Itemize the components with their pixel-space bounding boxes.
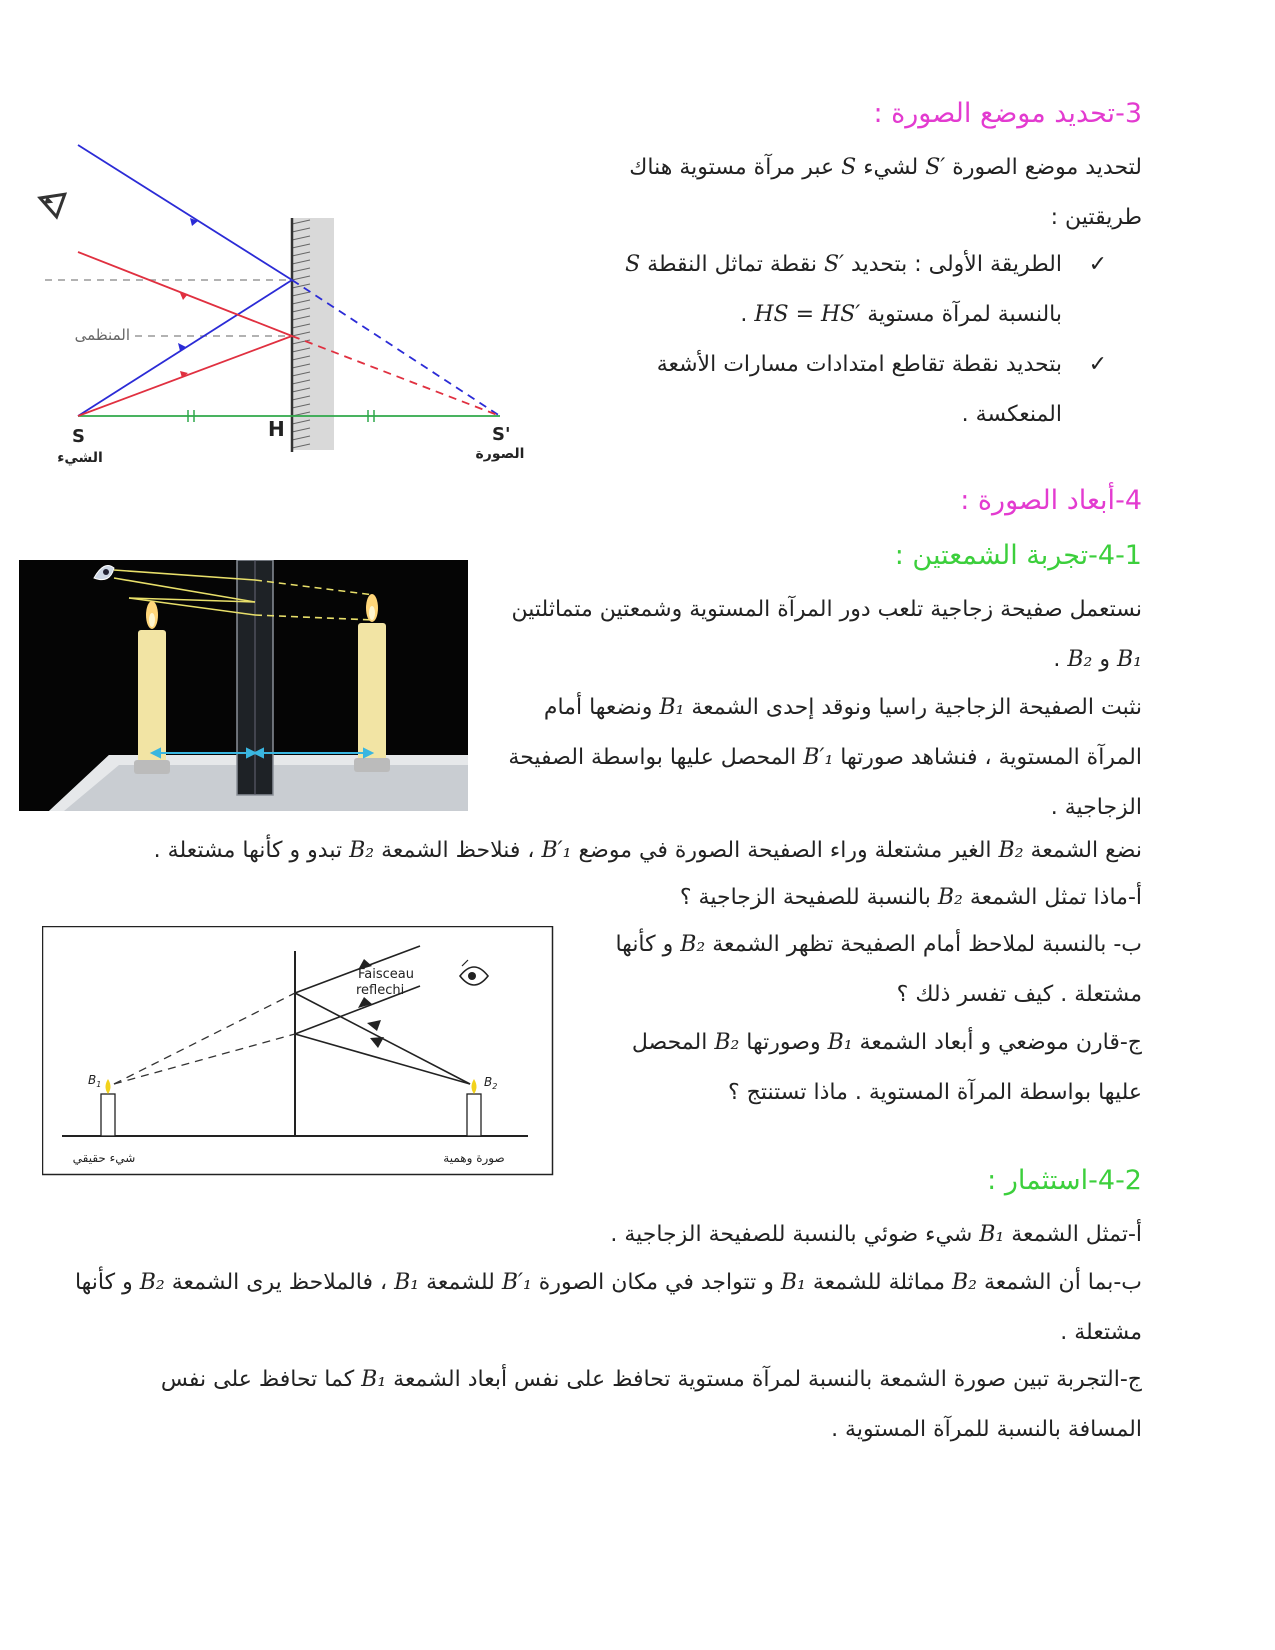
blue-reflected-ray <box>78 145 292 280</box>
math-b2: B₂ <box>714 1030 740 1055</box>
text-run: بتحديد نقطة تقاطع امتدادات مسارات الأشعة المنعكسة . <box>656 352 1062 427</box>
answer-c <box>142 1355 1142 1455</box>
math-equation: HS = HS′ <box>754 302 861 327</box>
math-b2: B₂ <box>680 932 706 957</box>
text-run: . <box>740 302 755 327</box>
math-b1prime: B′₁ <box>541 838 572 863</box>
math-b2: B₂ <box>951 1270 977 1295</box>
section4-2-title: 4-2-استثمار : <box>987 1165 1142 1196</box>
math-b1prime: B′₁ <box>803 745 834 770</box>
text-run: للشمعة <box>419 1270 502 1295</box>
question-b <box>597 920 1142 1020</box>
candles-experiment-photo <box>19 560 468 811</box>
real-object-label: شيء حقيقي <box>72 1151 136 1165</box>
math-s: S <box>625 252 641 277</box>
answer-a <box>82 1210 1142 1260</box>
text-run: الطريقة الأولى : بتحديد <box>844 252 1062 277</box>
text-run: و كأنها مشتعلة . كيف تفسر ذلك ؟ <box>615 932 1142 1007</box>
section4-title: 4-أبعاد الصورة : <box>960 485 1142 516</box>
b2-label: $B_2$ <box>484 1075 498 1091</box>
mirror-ray-diagram <box>10 140 570 490</box>
text-run: تبدو و كأنها مشتعلة . <box>153 838 350 863</box>
text-run: أ-تمثل الشمعة <box>1004 1222 1142 1247</box>
b1-label: $B_1$ <box>88 1073 102 1089</box>
math-b2: B₂ <box>1067 647 1093 672</box>
experiment-p2 <box>492 683 1142 833</box>
point-h-label: H <box>268 417 285 441</box>
math-b1: B₁ <box>780 1270 806 1295</box>
math-b1: B₁ <box>1117 647 1142 672</box>
text-run: بالنسبة لمرآة مستوية <box>860 302 1062 327</box>
answer-b <box>67 1258 1142 1358</box>
text-run: و كأنها مشتعلة . <box>74 1270 1142 1345</box>
math-b2: B₂ <box>139 1270 165 1295</box>
reflechi-label: reflechi <box>356 983 405 998</box>
candle-b1-body <box>101 1094 115 1136</box>
method1-item <box>602 240 1107 340</box>
math-b2: B₂ <box>937 885 963 910</box>
math-b1: B₁ <box>659 695 685 720</box>
faisceau-label: Faisceau <box>358 967 414 982</box>
text-run: لشيء <box>856 155 926 180</box>
experiment-p3 <box>122 826 1142 876</box>
virtual-image-label: صورة وهمية <box>443 1151 505 1165</box>
question-c <box>597 1018 1142 1118</box>
math-b1: B₁ <box>394 1270 420 1295</box>
text-run: نثبت الصفيحة الزجاجية راسيا ونوقد إحدى الشمعة <box>684 695 1142 720</box>
math-sprime: S′ <box>823 252 845 277</box>
check-icon: ✓ <box>1088 352 1107 377</box>
text-run: بالنسبة للصفيحة الزجاجية ؟ <box>679 885 938 910</box>
text-run: ب-بما أن الشمعة <box>976 1270 1142 1295</box>
math-b1prime: B′₁ <box>501 1270 532 1295</box>
math-b1: B₁ <box>361 1367 387 1392</box>
text-run: الغير مشتعلة وراء الصفيحة الصورة في موضع <box>571 838 999 863</box>
text-run: المحصل عليها بواسطة الصفيحة الزجاجية . <box>508 745 1142 820</box>
point-s-label: S <box>72 426 85 447</box>
section4-1-title: 4-1-تجربة الشمعتين : <box>894 540 1142 571</box>
text-run: المحصل عليها بواسطة المرآة المستوية . ماذا تستنتج ؟ <box>631 1030 1142 1105</box>
text-run: ب- بالنسبة لملاحظ أمام الصفيحة تظهر الشمعة <box>705 932 1142 957</box>
math-b1: B₁ <box>827 1030 853 1055</box>
math-b2: B₂ <box>349 838 375 863</box>
object-label: الشيء <box>57 450 103 466</box>
section3-title: 3-تحديد موضع الصورة : <box>873 98 1142 129</box>
text-run: مماثلة للشمعة <box>805 1270 952 1295</box>
text-run: أ-ماذا تمثل الشمعة <box>962 885 1142 910</box>
image-label: الصورة <box>475 446 525 462</box>
text-run: . <box>1053 647 1068 672</box>
math-b1: B₁ <box>979 1222 1005 1247</box>
methods-list <box>602 240 1107 440</box>
check-icon: ✓ <box>1088 252 1107 277</box>
normal-label: المنظمى <box>74 326 130 344</box>
method2-item <box>602 340 1107 440</box>
question-a <box>522 873 1142 923</box>
text-run: ، فالملاحظ يرى الشمعة <box>164 1270 395 1295</box>
math-s: S <box>841 155 857 180</box>
text-run: عبر مرآة مستوية هناك طريقتين : <box>629 155 1142 230</box>
math-sprime: S′ <box>925 155 946 180</box>
text-run: و <box>1092 647 1117 672</box>
text-run: ، فنلاحظ الشمعة <box>374 838 542 863</box>
text-run: لتحديد موضع الصورة <box>945 155 1142 180</box>
text-run: ج-قارن موضعي و أبعاد الشمعة <box>852 1030 1142 1055</box>
point-sprime-label: S' <box>492 424 511 445</box>
section3-intro <box>612 143 1142 243</box>
text-run: نستعمل صفيحة زجاجية تلعب دور المرآة المستوية وشمعتين متماثلتين <box>511 597 1142 622</box>
reflection-schematic <box>42 926 554 1176</box>
text-run: و تتواجد في مكان الصورة <box>531 1270 781 1295</box>
text-run: نقطة تماثل النقطة <box>640 252 824 277</box>
text-run: ونضعها أمام المرآة المستوية ، فنشاهد صورتها <box>543 695 1142 770</box>
math-b2: B₂ <box>998 838 1024 863</box>
text-run: ج-التجربة تبين صورة الشمعة بالنسبة لمرآة مستوية تحافظ على نفس أبعاد الشمعة <box>386 1367 1142 1392</box>
red-arrow-icon <box>180 293 188 300</box>
text-run: كما تحافظ على نفس المسافة بالنسبة للمرآة المستوية . <box>160 1367 1142 1442</box>
eye-icon <box>36 187 65 217</box>
text-run: نضع الشمعة <box>1023 838 1142 863</box>
candle-b2-body <box>467 1094 481 1136</box>
text-run: شيء ضوئي بالنسبة للصفيحة الزجاجية . <box>610 1222 980 1247</box>
experiment-p1 <box>482 585 1142 685</box>
text-run: وصورتها <box>739 1030 828 1055</box>
